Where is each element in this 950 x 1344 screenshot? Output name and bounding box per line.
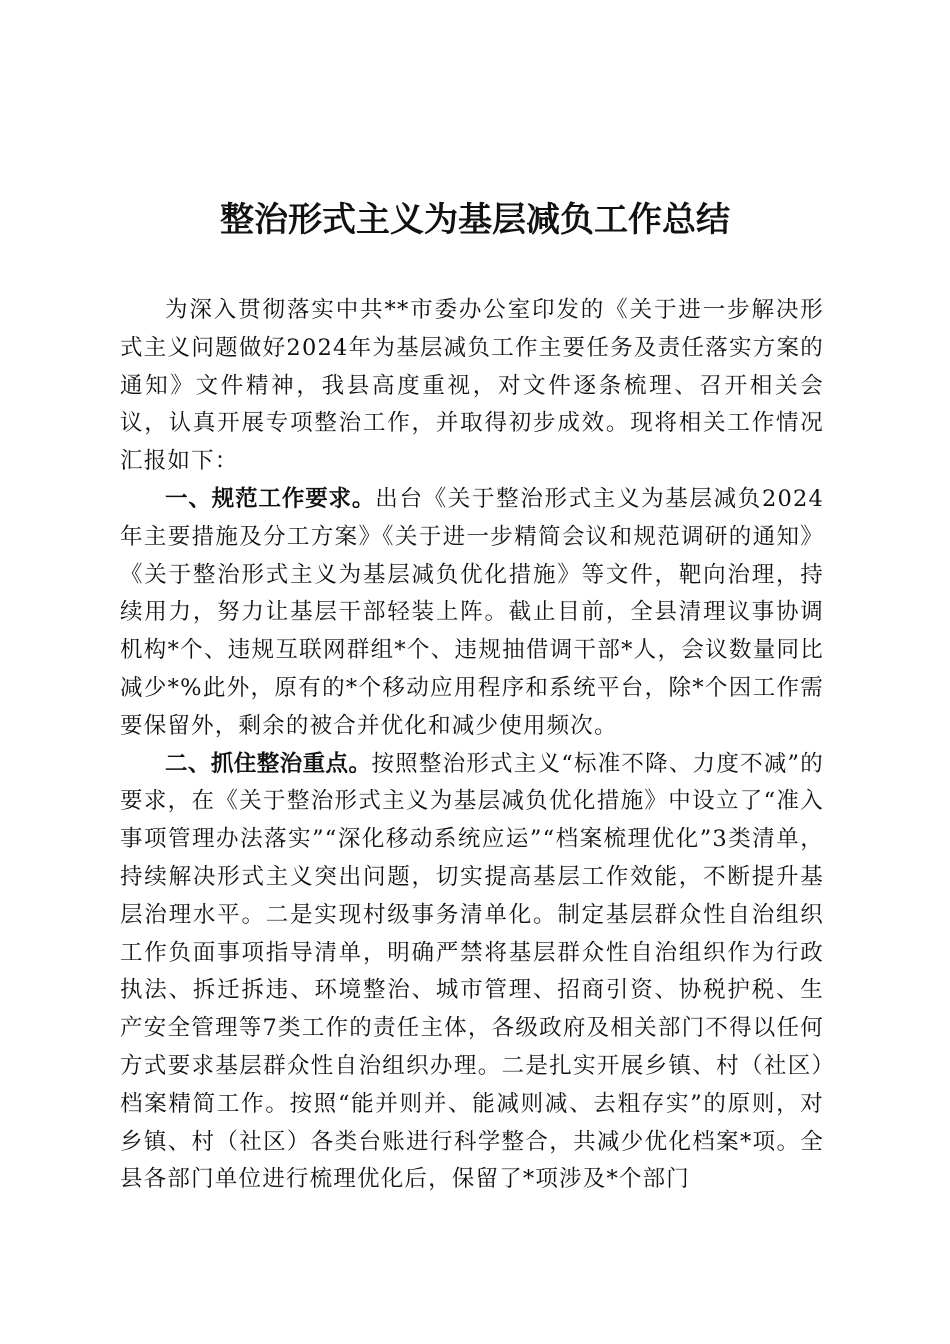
document-title: 整治形式主义为基层减负工作总结 <box>220 200 730 240</box>
section-1-text: 出台《关于整治形式主义为基层减负2024年主要措施及分工方案》《关于进一步精简会议和规范调研的通知》《关于整治形式主义为基层减负优化措施》等文件，靶向治理，持续用力，努力让基层干部轻装上阵。截止目前，全县清理议事协调机构*个、违规互联网群组*个、违规抽借调干部*人，会议数量同比减少*%此外，原有的*个移动应用程序和系统平台，除*个因工作需要保留外，剩余的被合并优化和减少使用频次。 <box>120 485 824 739</box>
section-2-text: 按照整治形式主义“标准不降、力度不减”的要求，在《关于整治形式主义为基层减负优化措施》中设立了“准入事项管理办法落实”“深化移动系统应运”“档案梳理优化”3类清单，持续解决形式主义突出问题，切实提高基层工作效能，不断提升基层治理水平。二是实现村级事务清单化。制定基层群众性自治组织工作负面事项指导清单，明确严禁将基层群众性自治组织作为行政执法、拆迁拆违、环境整治、城市管理、招商引资、协税护税、生产安全管理等7类工作的责任主体，各级政府及相关部门不得以任何方式要求基层群众性自治组织办理。二是扎实开展乡镇、村（社区）档案精简工作。按照“能并则并、能减则减、去粗存实”的原则，对乡镇、村（社区）各类台账进行科学整合，共减少优化档案*项。全县各部门单位进行梳理优化后，保留了*项涉及*个部门 <box>120 750 824 1193</box>
section-1-heading: 一、规范工作要求。 <box>165 485 376 512</box>
section-2-heading: 二、抓住整治重点。 <box>165 750 372 777</box>
intro-paragraph: 为深入贯彻落实中共**市委办公室印发的《关于进一步解决形式主义问题做好2024年为基层减负工作主要任务及责任落实方案的通知》文件精神，我县高度重视，对文件逐条梳理、召开相关会议，认真开展专项整治工作，并取得初步成效。现将相关工作情况汇报如下： <box>120 297 824 475</box>
section-2-paragraph <box>120 746 824 1200</box>
document-body <box>120 292 824 1199</box>
section-1-paragraph <box>120 481 824 746</box>
